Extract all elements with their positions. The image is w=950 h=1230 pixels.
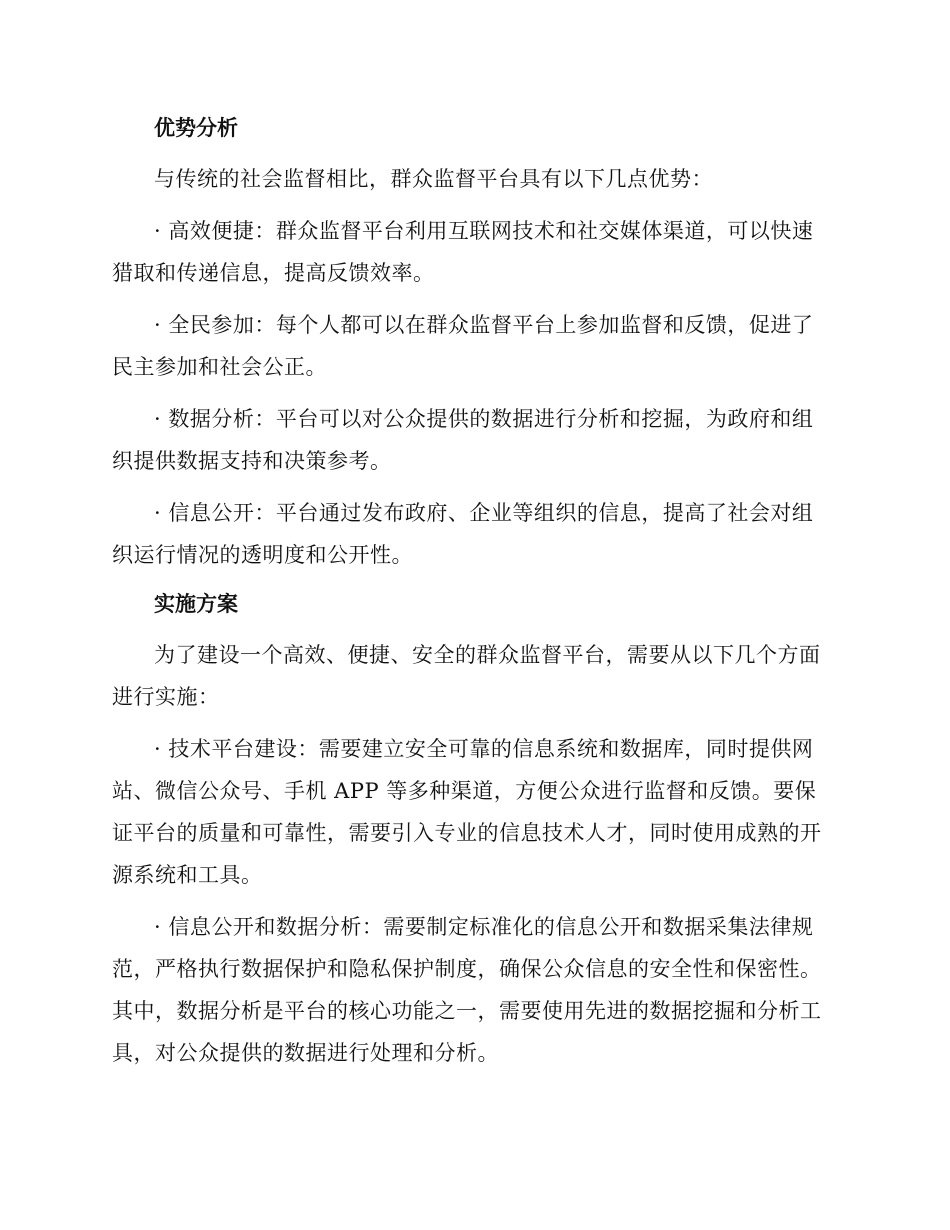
paragraph-implementation-intro: 为了建设一个高效、便捷、安全的群众监督平台，需要从以下几个方面进行实施： <box>112 643 821 709</box>
paragraph-information-disclosure: · 信息公开：平台通过发布政府、企业等组织的信息，提高了社会对组织运行情况的透明度和公开性。 <box>112 501 814 567</box>
paragraph-data-analysis: · 数据分析：平台可以对公众提供的数据进行分析和挖掘，为政府和组织提供数据支持和决策参考。 <box>112 407 814 473</box>
section-heading-implementation: 实施方案 <box>154 592 238 616</box>
paragraph-advantages-intro: 与传统的社会监督相比，群众监督平台具有以下几点优势： <box>154 167 713 191</box>
paragraph-participation: · 全民参加：每个人都可以在群众监督平台上参加监督和反馈，促进了民主参加和社会公正。 <box>112 313 814 379</box>
paragraph-disclosure-and-analysis: · 信息公开和数据分析：需要制定标准化的信息公开和数据采集法律规范，严格执行数据保护和隐私保护制度，确保公众信息的安全性和保密性。其中，数据分析是平台的核心功能之一，需要使用先进的数据挖掘和分析工具，对公众提供的数据进行处理和分析。 <box>112 915 822 1065</box>
paragraph-technical-platform: · 技术平台建设：需要建立安全可靠的信息系统和数据库，同时提供网站、微信公众号、手机 APP 等多种渠道，方便公众进行监督和反馈。要保证平台的质量和可靠性，需要引入专业的信息技术人才，同时使用成熟的开源系统和工具。 <box>112 737 822 887</box>
document-body <box>112 110 834 1084</box>
section-heading-advantages: 优势分析 <box>154 116 238 140</box>
paragraph-efficient: · 高效便捷：群众监督平台利用互联网技术和社交媒体渠道，可以快速猎取和传递信息，提高反馈效率。 <box>112 219 814 285</box>
